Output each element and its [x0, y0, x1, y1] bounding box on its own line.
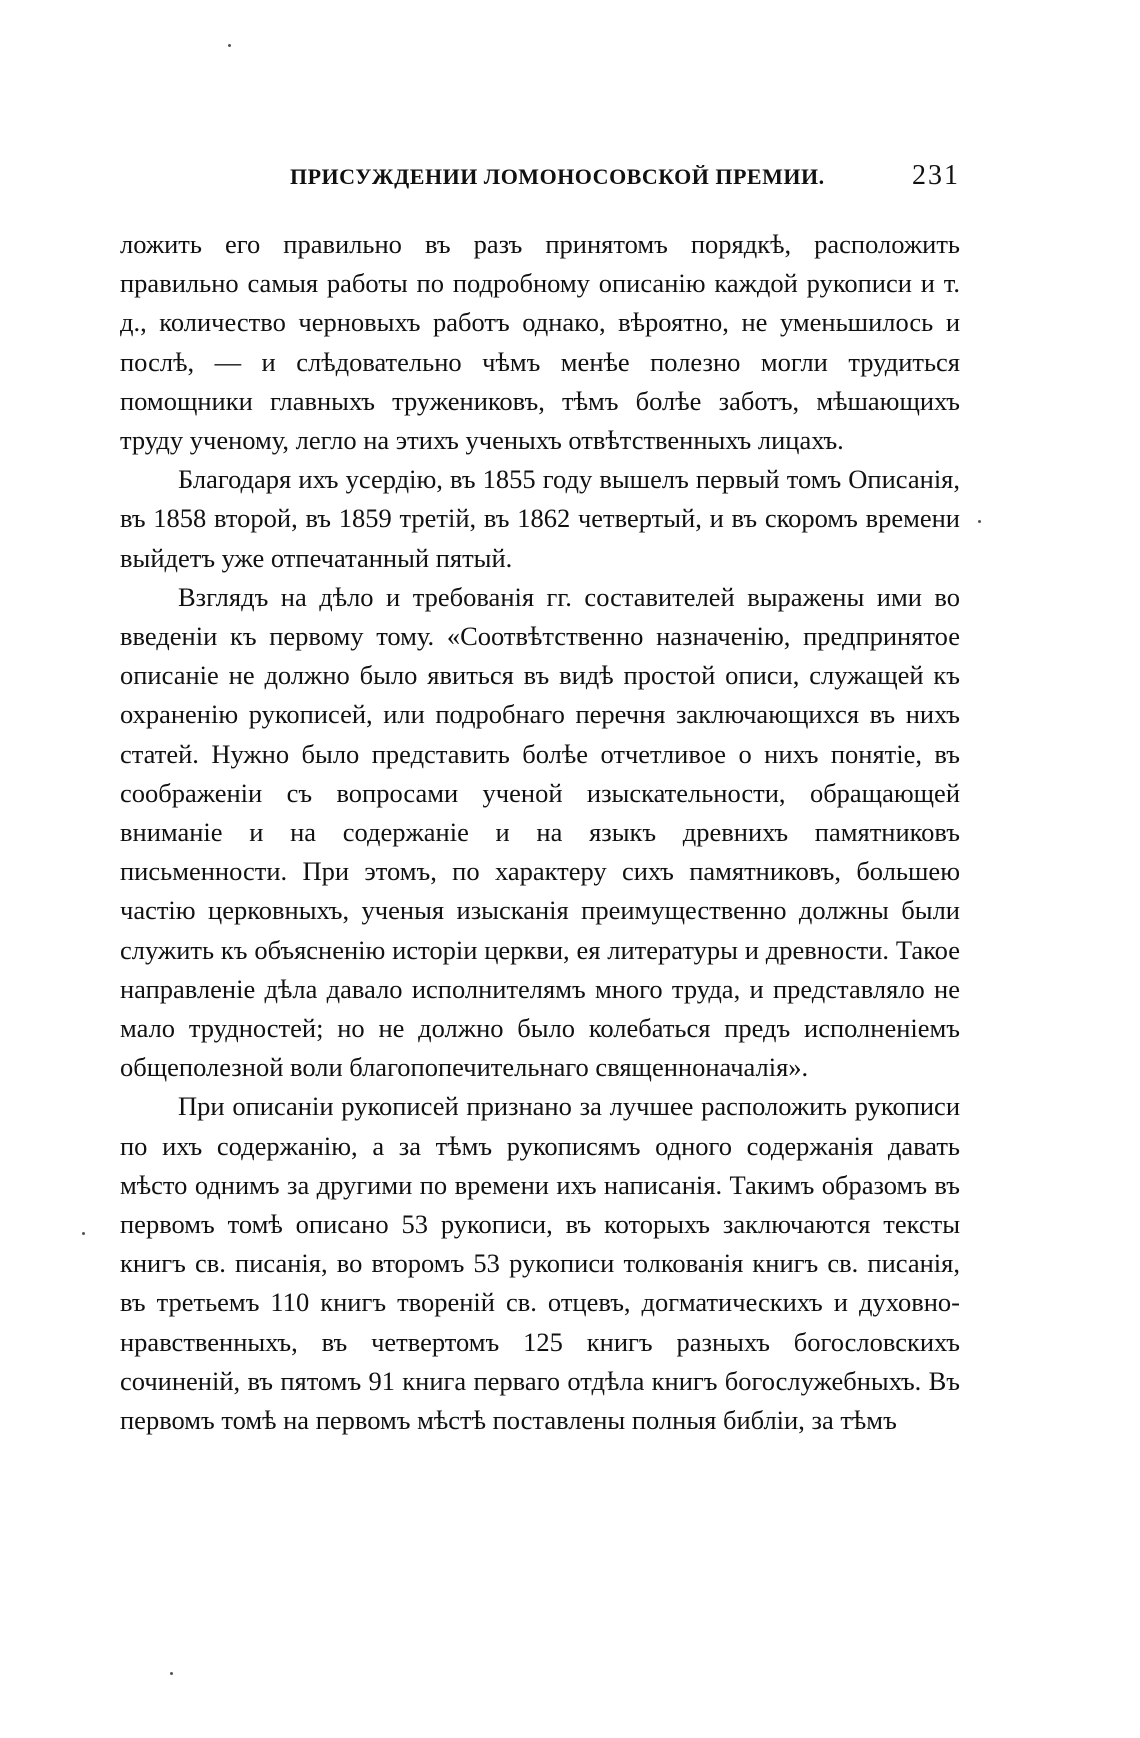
paragraph-continued: ложить его правильно въ разъ принятомъ порядкѣ, расположить правильно самыя работы по подробному описанію каждой рукописи и т. д., количество черновыхъ работъ однако, вѣроятно, не уменьшилось и послѣ, — и слѣдовательно чѣмъ менѣе полезно могли трудиться помощники главныхъ тружениковъ, тѣмъ болѣе заботъ, мѣшающихъ труду ученому, легло на этихъ ученыхъ отвѣтственныхъ лицахъ. — [120, 229, 960, 456]
body-text — [120, 225, 960, 1440]
running-title: ПРИСУЖДЕНИИ ЛОМОНОСОВСКОЙ ПРЕМИИ. — [290, 164, 825, 189]
page-header — [120, 160, 960, 200]
paragraph: Благодаря ихъ усердію, въ 1855 году вышелъ первый томъ Описанія, въ 1858 второй, въ 1859 третій, въ 1862 четвертый, и въ скоромъ времени выйдетъ уже отпечатанный пятый. — [120, 464, 960, 573]
print-speck — [978, 520, 981, 523]
print-speck — [82, 1232, 85, 1235]
print-speck — [228, 44, 231, 47]
page-number: 231 — [912, 160, 960, 191]
print-speck — [170, 1672, 173, 1675]
paragraph: При описаніи рукописей признано за лучшее расположить рукописи по ихъ содержанію, а за тѣмъ рукописямъ одного содержанія давать мѣсто однимъ за другими по времени ихъ написанія. Такимъ образомъ въ первомъ томѣ описано 53 рукописи, въ которыхъ заключаются тексты книгъ св. писанія, во второмъ 53 рукописи толкованія книгъ св. писанія, въ третьемъ 110 книгъ твореній св. отцевъ, догматическихъ и духовно-нравственныхъ, въ четвертомъ 125 книгъ разныхъ богословскихъ сочиненій, въ пятомъ 91 книга перваго отдѣла книгъ богослужебныхъ. Въ первомъ томѣ на первомъ мѣстѣ поставлены полныя библіи, за тѣмъ — [120, 1091, 960, 1436]
paragraph: Взглядъ на дѣло и требованія гг. составителей выражены ими во введеніи къ первому тому. «Соотвѣтственно назначенію, предпринятое описаніе не должно было явиться въ видѣ простой описи, служащей къ охраненію рукописей, или подробнаго перечня заключающихся въ нихъ статей. Нужно было представить болѣе отчетливое о нихъ понятіе, въ соображеніи съ вопросами ученой изыскательности, обращающей вниманіе и на содержаніе и на языкъ древнихъ памятниковъ письменности. При этомъ, по характеру сихъ памятниковъ, большею частію церковныхъ, ученыя изысканія преимущественно должны были служить къ объясненію исторіи церкви, ея литературы и древности. Такое направленіе дѣла давало исполнителямъ много труда, и представляло не мало трудностей; но не должно было колебаться предъ исполненіемъ общеполезной воли благопопечительнаго священноначалія». — [120, 581, 960, 1083]
